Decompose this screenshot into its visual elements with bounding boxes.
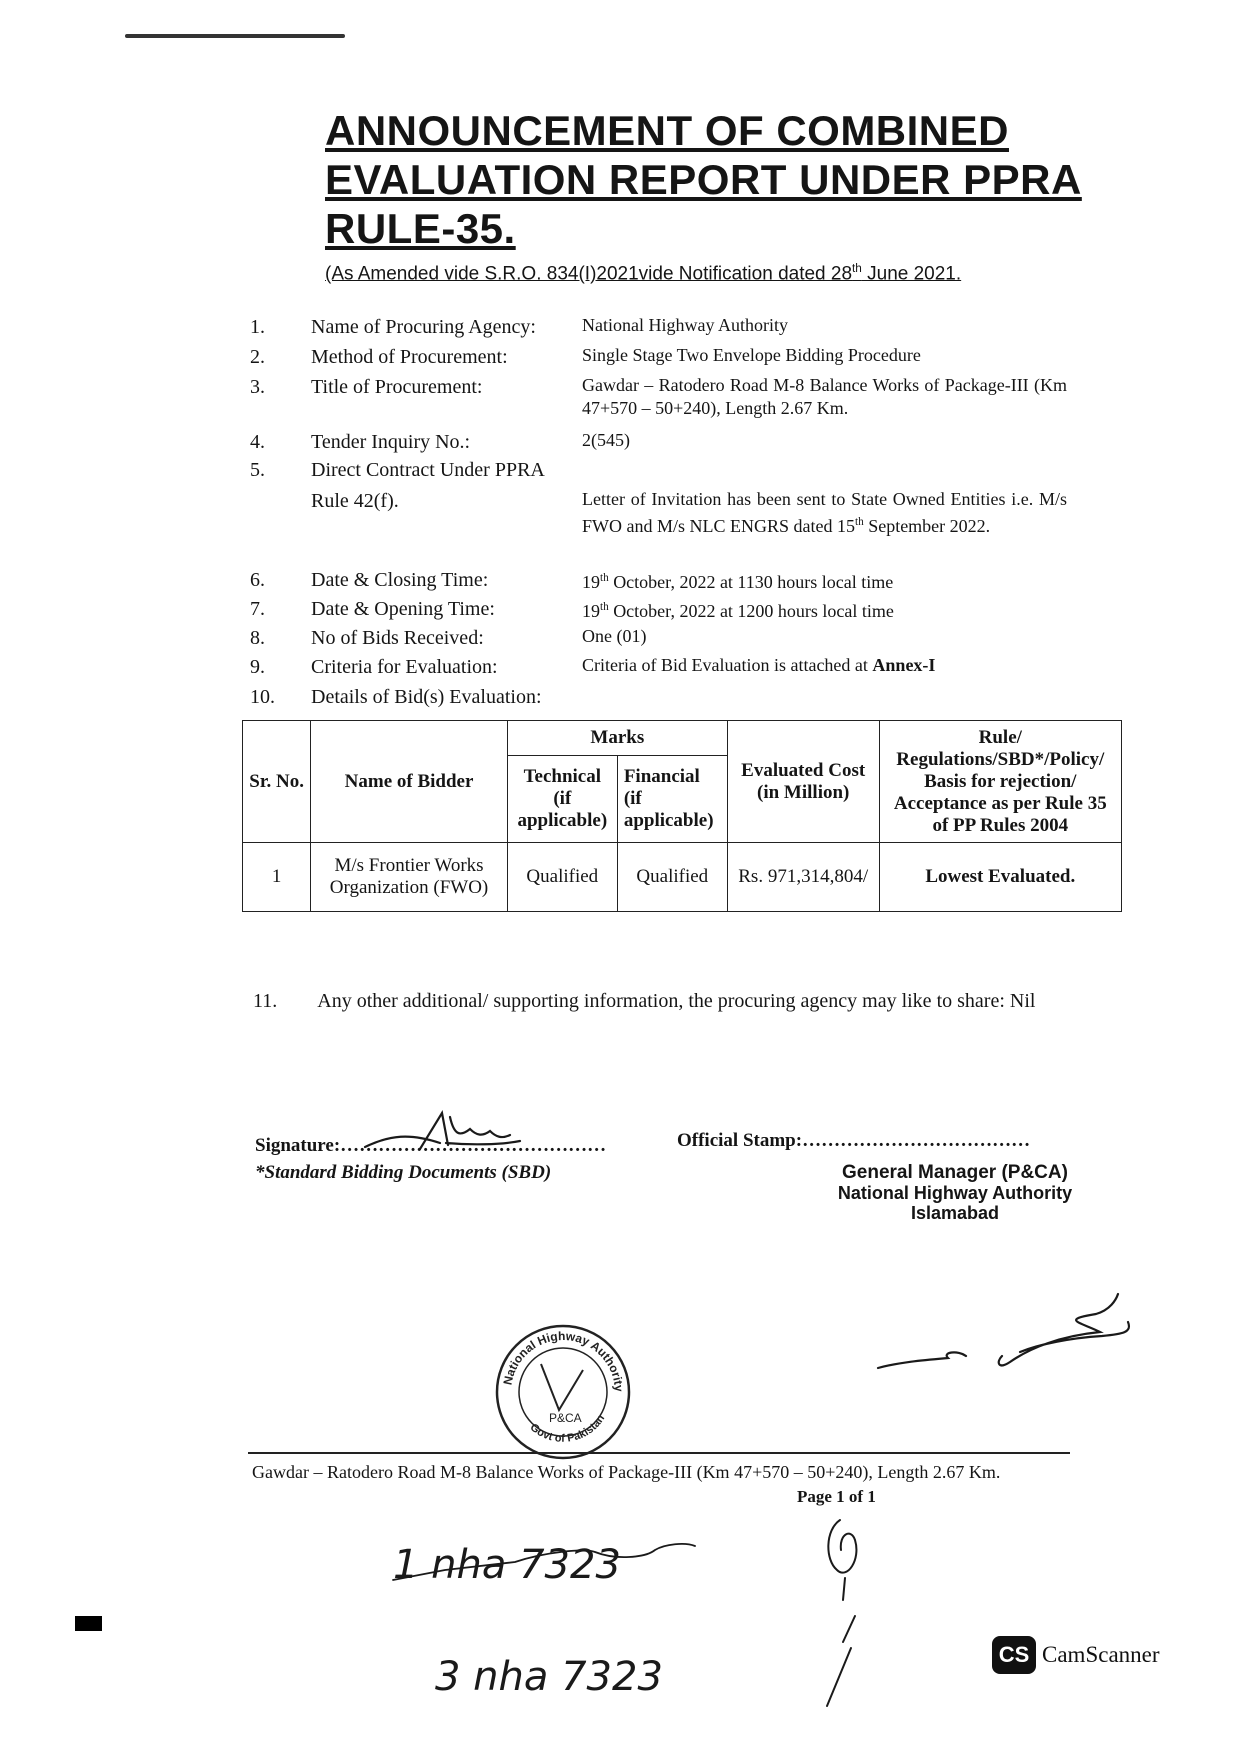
item-11: 11. Any other additional/ supporting information, the procuring agency may like to share: Nil — [253, 990, 1036, 1012]
header-sr-no: Sr. No. — [243, 721, 311, 843]
item-value: 19th October, 2022 at 1200 hours local time — [582, 601, 894, 621]
handwritten-line-1: 1 nha 7323 — [393, 1542, 621, 1588]
handwritten-initials — [870, 1292, 1150, 1392]
header-rule: Rule/ Regulations/SBD*/Policy/ Basis for rejection/ Acceptance as per Rule 35 of PP Rules 2004 — [879, 721, 1121, 843]
item-value: 19th October, 2022 at 1130 hours local time — [582, 572, 894, 592]
officer-title: General Manager (P&CA) — [842, 1162, 1068, 1183]
official-stamp-label: Official Stamp:……………………………… — [677, 1130, 1031, 1151]
footer-rule — [248, 1452, 1070, 1454]
cell-cost: Rs. 971,314,804/ — [727, 843, 879, 912]
nha-seal — [493, 1322, 633, 1462]
officer-org: National Highway Authority — [837, 1183, 1073, 1203]
table-row — [243, 843, 1122, 912]
header-technical: Technical (if applicable) — [507, 756, 617, 843]
signature-label: Signature:…………………………………… — [255, 1135, 607, 1156]
document-title — [325, 106, 1125, 253]
title-line: EVALUATION REPORT UNDER PPRA — [325, 156, 1082, 203]
camscanner-text: CamScanner — [1042, 1642, 1160, 1667]
officer-block — [820, 1163, 1090, 1223]
header-marks: Marks — [507, 721, 727, 756]
document-subtitle: (As Amended vide S.R.O. 834(I)2021vide Notification dated 28th June 2021. — [325, 262, 962, 285]
header-financial: Financial (if applicable) — [617, 756, 727, 843]
seal-center-text: P&CA — [549, 1411, 582, 1425]
camscanner-watermark — [992, 1636, 1160, 1674]
evaluation-table — [242, 720, 1122, 912]
seal-top-text: National Highway Authority — [500, 1328, 627, 1393]
header-evaluated-cost: Evaluated Cost (in Million) — [727, 721, 879, 843]
officer-city: Islamabad — [910, 1203, 1000, 1223]
cell-technical: Qualified — [507, 843, 617, 912]
seal-bottom-text: Govt of Pakistan — [527, 1412, 608, 1445]
item-value: Criteria of Bid Evaluation is attached at Annex-I — [582, 655, 936, 675]
scan-artifact-mark — [75, 1616, 102, 1631]
cell-financial: Qualified — [617, 843, 727, 912]
scan-artifact-line — [125, 34, 345, 38]
footer-text: Gawdar – Ratodero Road M-8 Balance Works of Package-III (Km 47+570 – 50+240), Length 2.67 Km. — [252, 1462, 1001, 1482]
camscanner-logo-icon: CS — [992, 1636, 1036, 1674]
cell-sr: 1 — [243, 843, 311, 912]
sbd-footnote: *Standard Bidding Documents (SBD) — [255, 1162, 552, 1183]
cell-bidder: M/s Frontier Works Organization (FWO) — [311, 843, 508, 912]
handwritten-line-2: 3 nha 7323 — [435, 1654, 663, 1700]
page-number: Page 1 of 1 — [797, 1487, 876, 1506]
cell-rule: Lowest Evaluated. — [879, 843, 1121, 912]
header-bidder-name: Name of Bidder — [311, 721, 508, 843]
title-line: RULE-35. — [325, 205, 516, 252]
handwritten-notes — [385, 1500, 905, 1730]
item-value: Letter of Invitation has been sent to State Owned Entities i.e. M/s FWO and M/s NLC ENGRS dated 15th September 2022. — [582, 489, 1067, 536]
title-line: ANNOUNCEMENT OF COMBINED — [325, 107, 1009, 154]
